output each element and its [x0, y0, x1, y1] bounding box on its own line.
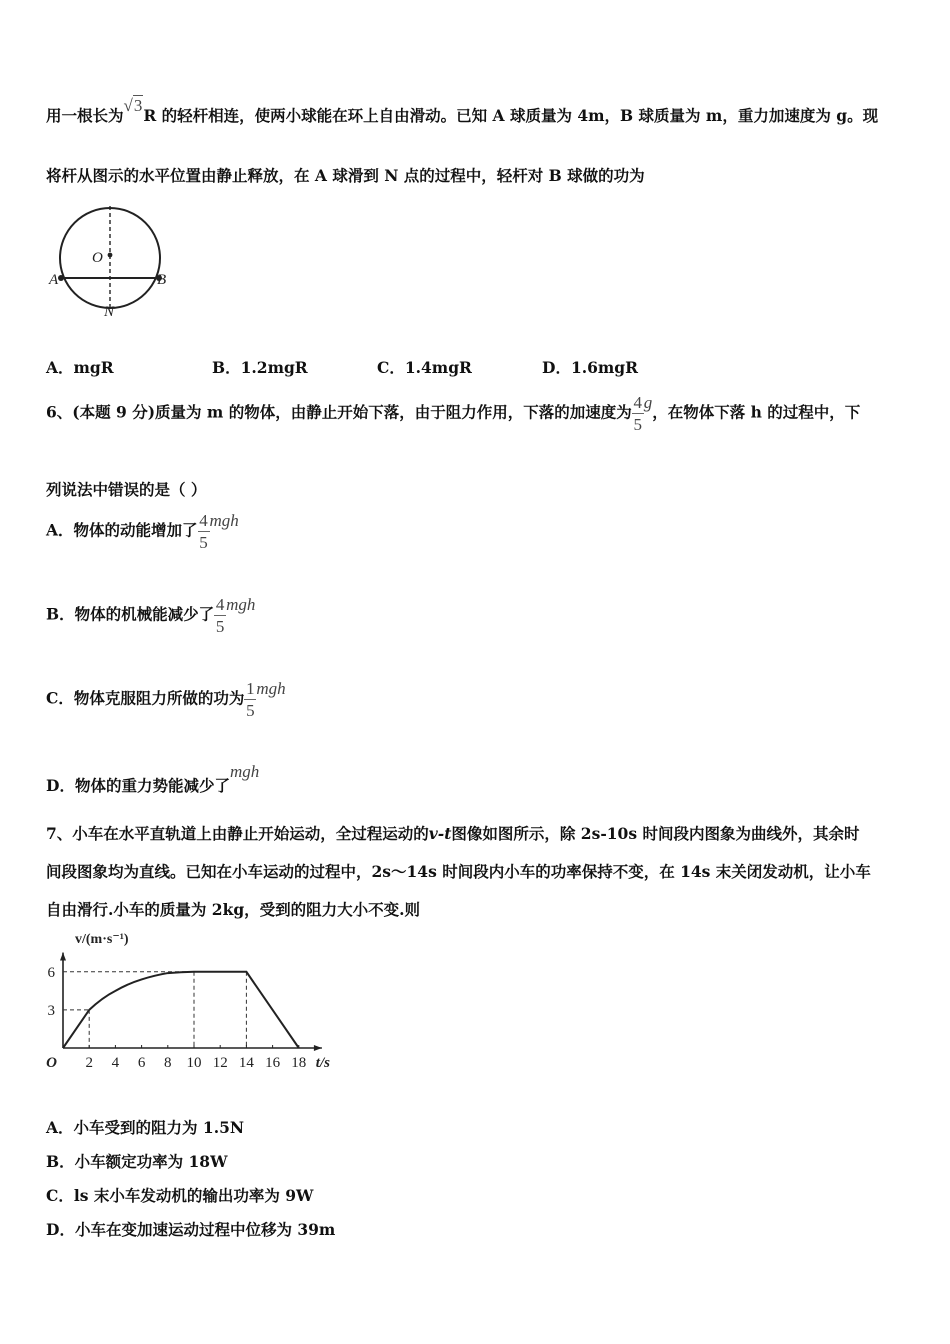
x-tick-label-6: 6	[137, 1055, 146, 1071]
q6-option-d	[46, 762, 260, 796]
frac-den: 5	[246, 701, 255, 720]
velocity-line	[63, 972, 299, 1048]
q6-line-2: 列说法中错误的是（ ）	[46, 480, 207, 499]
q7-option-a: A．小车受到的阻力为 1.5N	[46, 1118, 245, 1137]
circle-figure	[44, 200, 184, 325]
label-o: O	[92, 250, 103, 266]
option-c-fraction	[244, 680, 256, 719]
q6-option-a-label: A．物体的动能增加了	[46, 520, 198, 540]
q6-option-c	[46, 680, 286, 719]
x-tick-label-16: 16	[265, 1055, 281, 1071]
q7-option-d: D．小车在变加速运动过程中位移为 39m	[46, 1220, 336, 1239]
q7-line-2: 间段图象均为直线。已知在小车运动的过程中，2s～14s 时间段内小车的功率保持不变，在 14s 末关闭发动机，让小车	[46, 862, 871, 881]
y-axis-label: v/(m·s⁻¹)	[75, 932, 129, 947]
q6-line-1	[46, 394, 860, 433]
y-axis-arrow	[60, 953, 66, 961]
q7-line1-post: 图像如图所示，除 2s-10s 时间段内图象为曲线外，其余时	[451, 824, 860, 843]
option-b-expr: mgh	[226, 594, 256, 614]
q6-option-d-label: D．物体的重力势能减少了	[46, 776, 230, 795]
x-tick-label-4: 4	[111, 1055, 120, 1071]
accel-var: g	[643, 392, 653, 412]
option-d-expr: mgh	[229, 762, 260, 781]
option-b-fraction	[214, 596, 226, 635]
label-a: A	[49, 272, 59, 288]
y-tick-label-6: 6	[47, 964, 55, 981]
q7-vt: v-t	[428, 824, 452, 843]
center-point	[108, 253, 113, 258]
q6-line1-post: ，在物体下落 h 的过程中，下	[652, 402, 861, 422]
option-a-expr: mgh	[209, 510, 239, 530]
y-tick-label-3: 3	[47, 1002, 55, 1019]
q5-option-d: D．1.6mgR	[542, 358, 639, 377]
q7-option-b: B．小车额定功率为 18W	[46, 1152, 228, 1171]
q7-line1-pre: 7、小车在水平直轨道上由静止开始运动，全过程运动的	[46, 824, 429, 843]
option-c-expr: mgh	[256, 678, 286, 698]
frac-den: 5	[633, 415, 642, 434]
sqrt-radicand: 3	[133, 96, 143, 115]
q5-line-2: 将杆从图示的水平位置由静止释放，在 A 球滑到 N 点的过程中，轻杆对 B 球做的功为	[46, 166, 645, 185]
frac-den: 5	[199, 533, 208, 552]
x-tick-label-12: 12	[212, 1055, 228, 1071]
q6-option-a	[46, 512, 239, 551]
q6-option-c-label: C．物体克服阻力所做的功为	[46, 688, 245, 708]
q5-option-a: A．mgR	[46, 358, 114, 377]
q6-line1-pre: 6、(本题 9 分)质量为 m 的物体，由静止开始下落，由于阻力作用，下落的加速度为	[46, 402, 632, 422]
q5-option-b: B．1.2mgR	[212, 358, 308, 377]
ball-a	[58, 275, 64, 281]
x-tick-label-2: 2	[85, 1055, 93, 1071]
q6-option-b-label: B．物体的机械能减少了	[46, 604, 215, 624]
origin-label: O	[46, 1055, 57, 1071]
x-tick-label-10: 10	[186, 1055, 202, 1071]
q5-line1-post: R 的轻杆相连，使两小球能在环上自由滑动。已知 A 球质量为 4m，B 球质量为 m，重力加速度为 g。现	[143, 106, 879, 125]
frac-num: 4	[633, 393, 642, 412]
frac-num: 1	[246, 679, 255, 698]
q5-line-1	[46, 96, 879, 126]
q7-line-3: 自由滑行.小车的质量为 2kg，受到的阻力大小不变.则	[46, 900, 421, 919]
vt-chart	[44, 926, 344, 1076]
sqrt-expression: √3	[123, 96, 143, 115]
option-a-fraction	[198, 512, 210, 551]
label-n: N	[104, 304, 115, 320]
q7-line-1	[46, 822, 859, 844]
q6-option-b	[46, 596, 255, 635]
frac-den: 5	[215, 617, 225, 636]
x-tick-label-8: 8	[164, 1055, 172, 1071]
q5-line1-pre: 用一根长为	[46, 106, 124, 125]
frac-num: 4	[199, 511, 208, 530]
x-axis-arrow	[314, 1045, 322, 1051]
q7-option-c: C．ls 末小车发动机的输出功率为 9W	[46, 1186, 314, 1205]
x-tick-label-14: 14	[238, 1055, 254, 1071]
label-b: B	[157, 272, 167, 288]
accel-fraction	[632, 394, 644, 433]
x-axis-label: t/s	[315, 1055, 330, 1071]
frac-num: 4	[215, 595, 225, 614]
x-tick-label-18: 18	[291, 1055, 307, 1071]
q5-option-c: C．1.4mgR	[377, 358, 472, 377]
